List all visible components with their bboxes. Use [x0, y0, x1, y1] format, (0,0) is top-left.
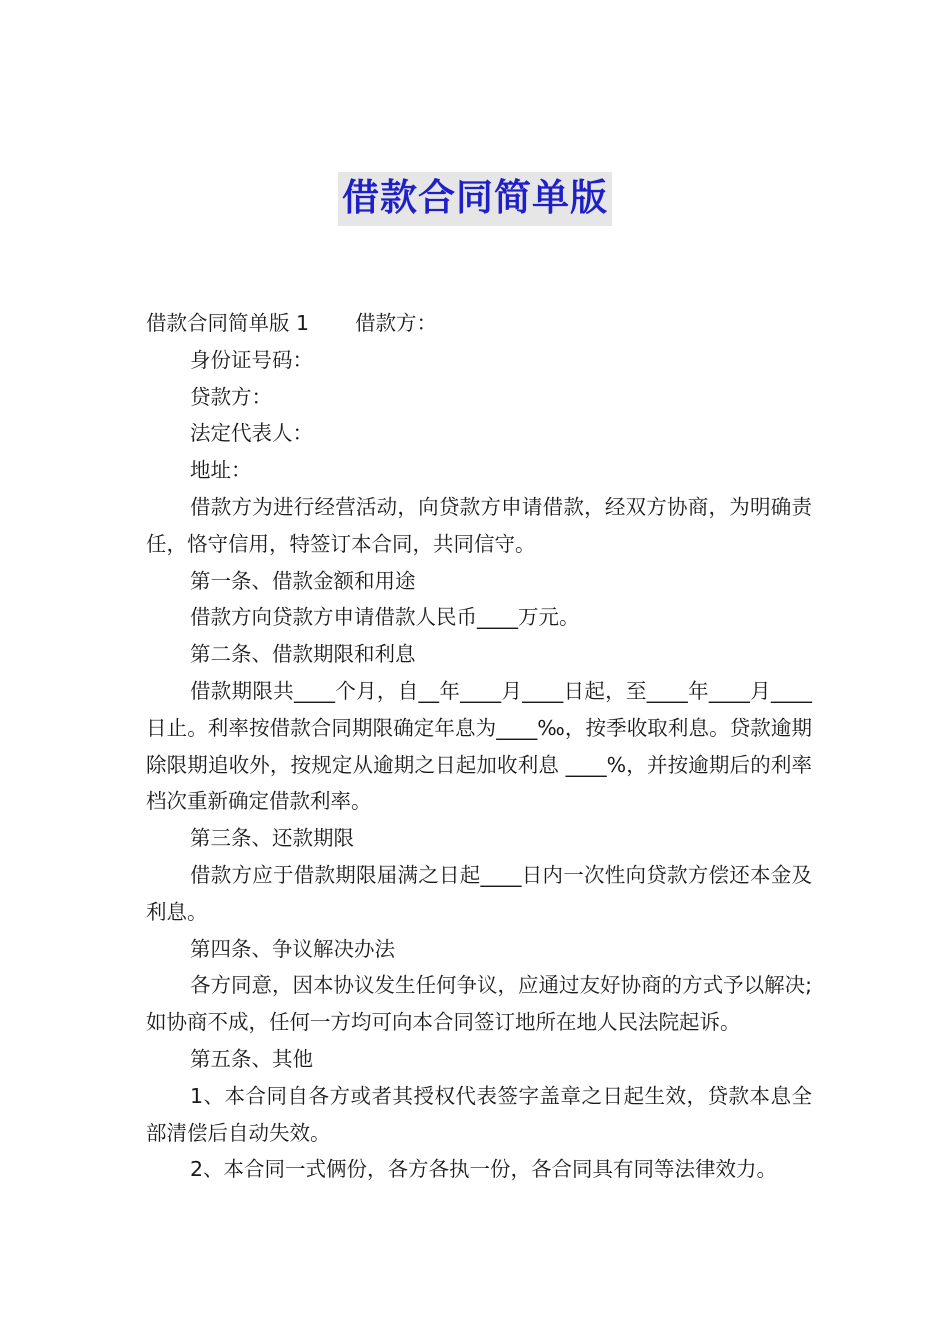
- document-body: [146, 305, 812, 1188]
- lender-field: 贷款方：: [190, 384, 272, 409]
- article-1-text: 借款方向贷款方申请借款人民币____万元。: [190, 605, 580, 630]
- article-3-text: 借款方应于借款期限届满之日起____日内一次性向贷款方偿还本金及利息。: [146, 862, 812, 924]
- article-4-heading: 第四条、争议解决办法: [190, 936, 395, 961]
- article-5-clause-1: 1、本合同自各方或者其授权代表签字盖章之日起生效，贷款本息全部清偿后自动失效。: [146, 1083, 812, 1145]
- id-number-field: 身份证号码：: [190, 347, 313, 372]
- legal-representative-field: 法定代表人：: [190, 421, 313, 446]
- article-1-heading: 第一条、借款金额和用途: [190, 568, 416, 593]
- heading-line-left: 借款合同简单版 1: [146, 311, 310, 335]
- address-field: 地址：: [190, 458, 252, 483]
- document-title: 借款合同简单版: [338, 172, 612, 226]
- article-3-heading: 第三条、还款期限: [190, 826, 354, 851]
- article-2-heading: 第二条、借款期限和利息: [190, 642, 416, 667]
- article-5-clause-2: 2、本合同一式俩份，各方各执一份，各合同具有同等法律效力。: [190, 1157, 778, 1182]
- preamble-paragraph: 借款方为进行经营活动，向贷款方申请借款，经双方协商，为明确责任，恪守信用，特签订本合同，共同信守。: [146, 494, 812, 556]
- heading-line-right: 借款方：: [355, 311, 438, 335]
- article-5-heading: 第五条、其他: [190, 1046, 313, 1071]
- article-4-text: 各方同意，因本协议发生任何争议，应通过友好协商的方式予以解决;如协商不成，任何一方均可向本合同签订地所在地人民法院起诉。: [146, 973, 812, 1035]
- article-2-text: 借款期限共____个月，自__年____月____日起，至____年____月____日止。利率按借款合同期限确定年息为____‰，按季收取利息。贷款逾期除限期追收外，按规定从逾期之日起加收利息 ____%，并按逾期后的利率档次重新确定借款利率。: [146, 678, 812, 814]
- heading-line: [146, 305, 812, 342]
- title-container: [0, 172, 950, 226]
